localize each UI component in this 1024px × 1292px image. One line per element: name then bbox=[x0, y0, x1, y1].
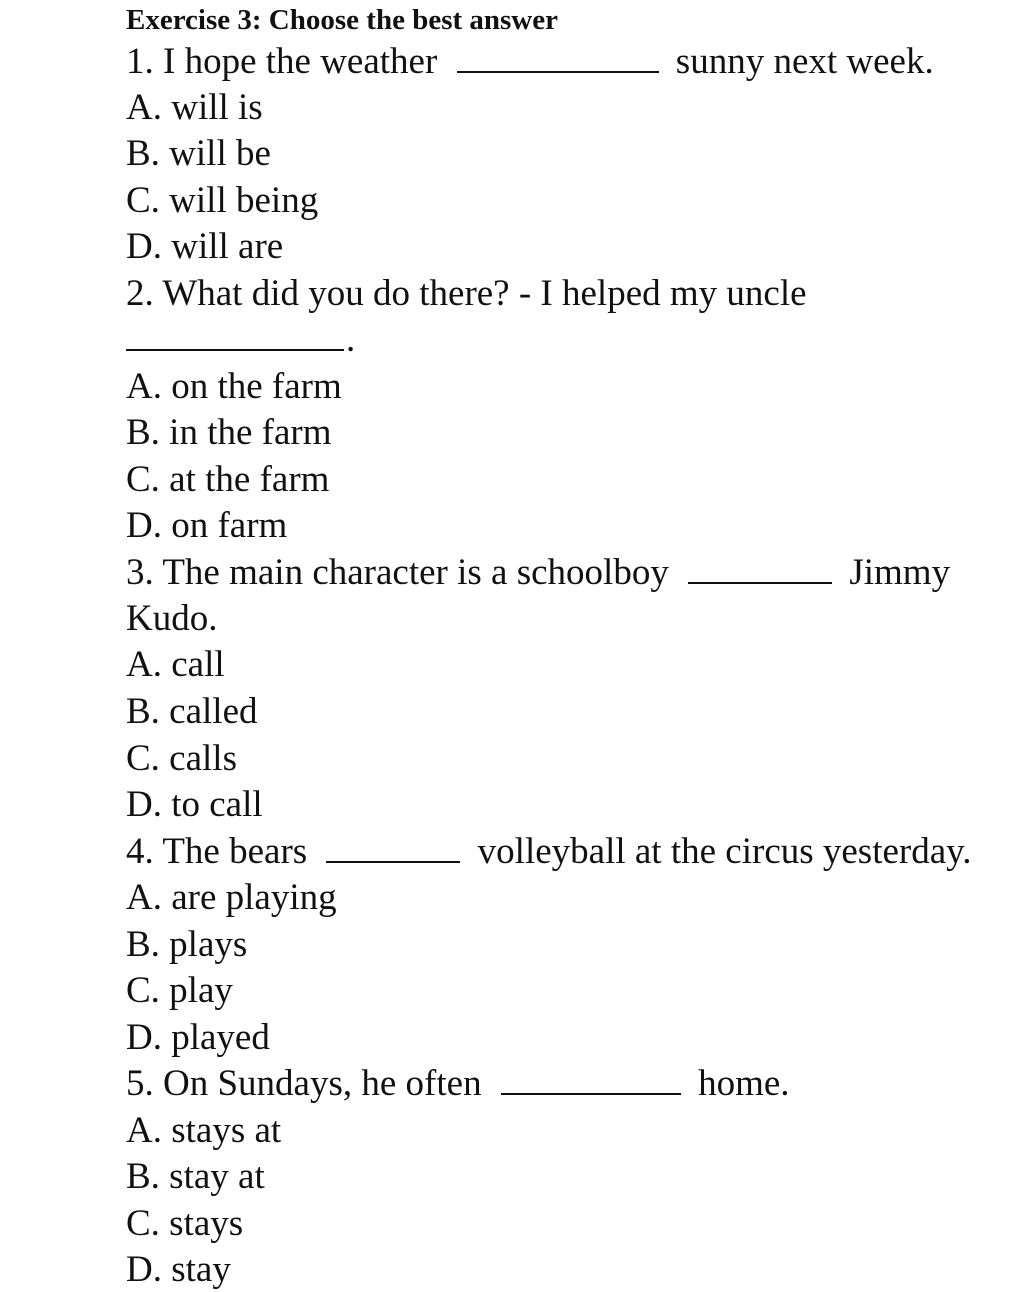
question-3-stem-cont: Kudo. bbox=[126, 598, 218, 639]
question-1-option-a: A. will is bbox=[126, 87, 263, 128]
question-4-option-d: D. played bbox=[126, 1017, 270, 1058]
question-1-option-b: B. will be bbox=[126, 133, 271, 174]
question-2-option-a: A. on the farm bbox=[126, 366, 342, 407]
question-4-stem bbox=[126, 830, 972, 874]
exercise-title: Exercise 3: Choose the best answer bbox=[126, 4, 558, 36]
question-5-option-d: D. stay bbox=[126, 1249, 231, 1290]
question-4-option-a: A. are playing bbox=[126, 877, 337, 918]
question-1-option-c: C. will being bbox=[126, 180, 319, 221]
question-5-option-b: B. stay at bbox=[126, 1156, 265, 1197]
question-3-option-c: C. calls bbox=[126, 738, 237, 779]
question-3-option-a: A. call bbox=[126, 644, 225, 685]
question-1-blank bbox=[457, 45, 659, 73]
question-5-text: 5. On Sundays, he often bbox=[126, 1063, 482, 1104]
question-3-option-d: D. to call bbox=[126, 784, 263, 825]
question-4-text-after: volleyball at the circus yesterday. bbox=[477, 831, 972, 872]
question-5-stem bbox=[126, 1062, 790, 1106]
question-4-option-c: C. play bbox=[126, 970, 233, 1011]
question-2-option-c: C. at the farm bbox=[126, 459, 330, 500]
question-2-stem: 2. What did you do there? - I helped my uncle bbox=[126, 273, 807, 314]
question-5-blank bbox=[501, 1067, 681, 1095]
question-3-text-after: Jimmy bbox=[849, 552, 951, 593]
question-5-text-after: home. bbox=[698, 1063, 790, 1104]
question-1-stem bbox=[126, 40, 934, 84]
question-3-blank bbox=[688, 556, 832, 584]
question-5-option-a: A. stays at bbox=[126, 1110, 282, 1151]
question-2-stem-cont bbox=[126, 318, 355, 362]
question-5-option-c: C. stays bbox=[126, 1203, 244, 1244]
question-3-option-b: B. called bbox=[126, 691, 258, 732]
question-3-stem bbox=[126, 551, 950, 595]
question-1-text: 1. I hope the weather bbox=[126, 41, 438, 82]
question-2-text-after: . bbox=[346, 319, 356, 360]
question-4-text: 4. The bears bbox=[126, 831, 308, 872]
question-3-text: 3. The main character is a schoolboy bbox=[126, 552, 669, 593]
question-4-option-b: B. plays bbox=[126, 924, 248, 965]
question-1-option-d: D. will are bbox=[126, 226, 284, 267]
question-2-option-b: B. in the farm bbox=[126, 412, 332, 453]
question-1-text-after: sunny next week. bbox=[675, 41, 934, 82]
question-2-blank bbox=[126, 323, 344, 351]
question-2-option-d: D. on farm bbox=[126, 505, 288, 546]
question-4-blank bbox=[326, 835, 460, 863]
